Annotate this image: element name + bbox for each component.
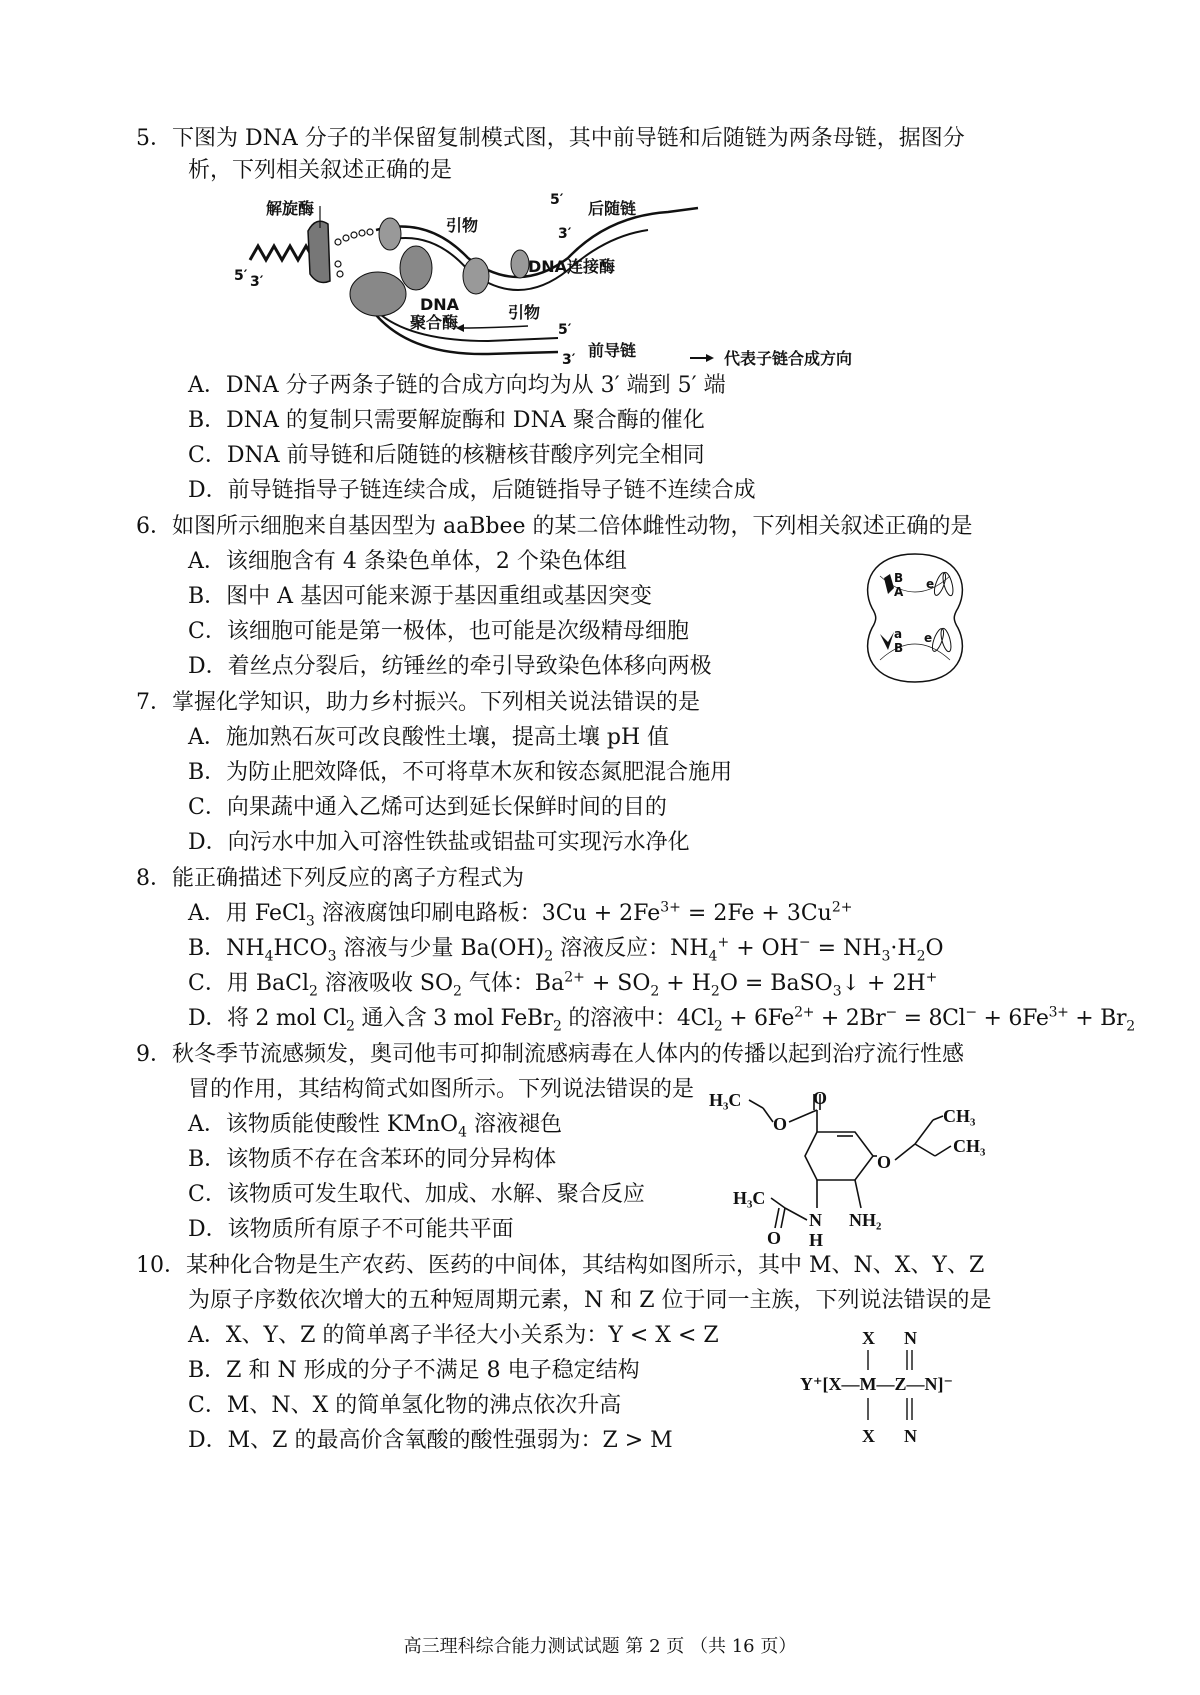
q8b-s3: 2 — [544, 948, 554, 965]
carbonyl-o-top: O — [813, 1088, 828, 1108]
q8b-s5: + — [717, 934, 730, 951]
parental-duplex — [250, 246, 314, 260]
q8b-t1: B．NH — [188, 936, 265, 961]
h3c-top: H₃C — [709, 1090, 742, 1110]
q10-option-b: B．Z 和 N 形成的分子不满足 8 电子稳定结构 — [188, 1358, 640, 1383]
q8b-s1: 4 — [264, 948, 274, 965]
n-top-label: N — [904, 1328, 917, 1348]
q8c-t6: O = BaSO — [719, 971, 833, 996]
amide-n: N — [809, 1210, 822, 1230]
n-bottom-label: N — [904, 1426, 917, 1446]
dna-replication-figure — [228, 186, 908, 371]
q5-stem-line1 — [136, 124, 965, 154]
q7-option-c: C．向果蔬中通入乙烯可达到延长保鲜时间的目的 — [188, 795, 667, 820]
label-three-left: 3′ — [250, 274, 264, 290]
q10-number: 10． — [136, 1253, 186, 1278]
q8-number: 8． — [136, 866, 172, 891]
q9-option-d: D．该物质所有原子不可能共平面 — [188, 1217, 514, 1242]
q7-option-a: A．施加熟石灰可改良酸性土壤，提高土壤 pH 值 — [188, 725, 670, 750]
q7-stem — [136, 688, 700, 718]
q9a-t2: 溶液褪色 — [466, 1112, 562, 1137]
q9-option-c: C．该物质可发生取代、加成、水解、聚合反应 — [188, 1182, 645, 1207]
q9-option-b: B．该物质不存在含苯环的同分异构体 — [188, 1147, 557, 1172]
polymerase-oval-lower — [350, 272, 406, 316]
q9a-t1: A．该物质能使酸性 KMnO — [188, 1112, 459, 1137]
label-primer-top: 引物 — [446, 216, 479, 235]
q10-option-d: D．M、Z 的最高价含氧酸的酸性强弱为：Z > M — [188, 1428, 673, 1453]
q8b-s2: 3 — [327, 948, 337, 965]
q8d-t2: 通入含 3 mol FeBr — [354, 1006, 554, 1031]
q8d-t3: 的溶液中：4Cl — [561, 1006, 714, 1031]
amide-h: H — [809, 1230, 824, 1250]
label-five-left: 5′ — [234, 268, 248, 284]
q5-stem-line2: 析，下列相关叙述正确的是 — [188, 158, 453, 183]
q8d-s2: 2 — [553, 1018, 562, 1035]
q8c-s5: 2 — [710, 983, 720, 1000]
chromosome-light-bottom — [930, 627, 946, 652]
q8c-t5: + H — [659, 971, 711, 996]
q8b-t6: = NH — [810, 936, 882, 961]
q7-stem-text: 掌握化学知识，助力乡村振兴。下列相关说法错误的是 — [172, 690, 701, 715]
label-polymerase1: DNA — [420, 295, 460, 314]
q5-option-d: D．前导链指导子链连续合成，后随链指导子链不连续合成 — [188, 478, 756, 503]
q8b-t4: 溶液反应：NH — [553, 936, 709, 961]
q6-option-b: B．图中 A 基因可能来源于基因重组或基因突变 — [188, 584, 653, 609]
label-five-bottom: 5′ — [558, 322, 572, 338]
label-lagging: 后随链 — [588, 199, 637, 218]
cell-outline — [868, 554, 963, 682]
q6-option-d: D．着丝点分裂后，纺锤丝的牵引导致染色体移向两极 — [188, 654, 712, 679]
q8-option-c — [188, 969, 937, 999]
q8c-t1: C．用 BaCl — [188, 971, 309, 996]
q8c-s1: 2 — [308, 983, 318, 1000]
enzyme-oval-mid — [463, 258, 489, 294]
label-five-top: 5′ — [550, 192, 564, 208]
amide-o: O — [767, 1228, 782, 1248]
q8-option-b — [188, 934, 944, 964]
q10-option-c: C．M、N、X 的简单氢化物的沸点依次升高 — [188, 1393, 622, 1418]
q8d-s3: 2 — [713, 1018, 723, 1035]
compound-structure — [800, 1318, 1020, 1458]
q8b-s8: 2 — [916, 948, 926, 965]
gene-A: A — [894, 585, 904, 599]
polymerase-oval-upper — [400, 246, 432, 290]
ligase-oval — [511, 250, 529, 278]
cell-division-figure — [858, 548, 973, 688]
q5-number: 5． — [136, 126, 172, 151]
label-leading: 前导链 — [588, 341, 637, 360]
q8d-s7: 3+ — [1048, 1004, 1069, 1021]
q6-stem — [136, 512, 973, 542]
oseltamivir-structure — [705, 1080, 1005, 1250]
q8d-s6: − — [965, 1004, 977, 1021]
q8a-s2: 3+ — [660, 899, 681, 916]
q8d-s8: 2 — [1126, 1018, 1135, 1035]
label-helicase: 解旋酶 — [266, 199, 315, 218]
gene-B-top: B — [894, 571, 904, 585]
q8c-t7: ↓ + 2H — [841, 971, 926, 996]
q6-option-c: C．该细胞可能是第一极体，也可能是次级精母细胞 — [188, 619, 689, 644]
h3c-bottom: H₃C — [733, 1188, 766, 1208]
q8-stem-text: 能正确描述下列反应的离子方程式为 — [172, 866, 525, 891]
q8b-t7: ·H — [890, 936, 917, 961]
amine-nh2: NH₂ — [849, 1210, 882, 1230]
q8a-t3: = 2Fe + 3Cu — [680, 901, 832, 926]
q5-stem-text1: 下图为 DNA 分子的半保留复制模式图，其中前导链和后随链为两条母链，据图分 — [172, 126, 965, 151]
q8b-t5: + OH — [729, 936, 799, 961]
q10-stem-line2: 为原子序数依次增大的五种短周期元素，N 和 Z 位于同一主族，下列说法错误的是 — [188, 1288, 992, 1313]
q8c-s7: + — [925, 969, 938, 986]
q8c-s6: 3 — [832, 983, 842, 1000]
q9-stem-line1 — [136, 1040, 964, 1070]
q5-option-c: C．DNA 前导链和后随链的核糖核苷酸序列完全相同 — [188, 443, 705, 468]
q9-stem-text1: 秋冬季节流感频发，奥司他韦可抑制流感病毒在人体内的传播以起到治疗流行性感 — [172, 1042, 965, 1067]
q8d-s1: 2 — [346, 1018, 355, 1035]
q8d-t1: D．将 2 mol Cl — [188, 1006, 347, 1031]
q8c-t2: 溶液吸收 SO — [317, 971, 454, 996]
label-polymerase2: 聚合酶 — [410, 313, 459, 332]
q6-option-a: A．该细胞含有 4 条染色单体，2 个染色体组 — [188, 549, 627, 574]
x-bottom-label: X — [862, 1426, 875, 1446]
q6-number: 6． — [136, 514, 172, 539]
q8c-t4: + SO — [584, 971, 651, 996]
q7-option-d: D．向污水中加入可溶性铁盐或铝盐可实现污水净化 — [188, 830, 690, 855]
q8-option-d — [188, 1004, 1135, 1034]
q8d-t6: = 8Cl — [896, 1006, 966, 1031]
q8b-t2: HCO — [273, 936, 328, 961]
chromosome-dark-top — [884, 574, 894, 594]
label-ligase: DNA连接酶 — [528, 257, 616, 276]
q8a-t1: A．用 FeCl — [188, 901, 306, 926]
q10-option-a: A．X、Y、Z 的简单离子半径大小关系为：Y < X < Z — [188, 1323, 719, 1348]
q9a-s1: 4 — [458, 1124, 467, 1141]
label-three-bottom: 3′ — [562, 352, 576, 368]
label-primer-bottom: 引物 — [508, 303, 541, 322]
q8d-t5: + 2Br — [814, 1006, 886, 1031]
ch3-a: CH₃ — [943, 1106, 976, 1126]
gene-e-bottom: e — [924, 631, 933, 645]
q9-stem-line2: 冒的作用，其结构简式如图所示。下列说法错误的是 — [188, 1077, 695, 1102]
q8c-s3: 2+ — [564, 969, 585, 986]
ch3-b: CH₃ — [953, 1136, 986, 1156]
legend-label: 代表子链合成方向 — [724, 349, 853, 368]
q8d-s5: − — [885, 1004, 897, 1021]
chromosome-dark-bottom — [880, 632, 894, 650]
q10-stem-text1: 某种化合物是生产农药、医药的中间体，其结构如图所示，其中 M、N、X、Y、Z — [186, 1253, 985, 1278]
q8d-t8: + Br — [1068, 1006, 1127, 1031]
q8c-s4: 2 — [650, 983, 660, 1000]
q7-option-b: B．为防止肥效降低，不可将草木灰和铵态氮肥混合施用 — [188, 760, 733, 785]
q8a-s3: 2+ — [831, 899, 853, 916]
gene-a: a — [894, 627, 903, 641]
q9-number: 9． — [136, 1042, 172, 1067]
q10-stem-line1 — [136, 1251, 984, 1281]
q8b-t3: 溶液与少量 Ba(OH) — [336, 936, 545, 961]
ether-o: O — [877, 1152, 892, 1172]
q8c-s2: 2 — [453, 983, 462, 1000]
ester-o: O — [773, 1114, 788, 1134]
label-three-top: 3′ — [558, 226, 572, 242]
q5-option-b: B．DNA 的复制只需要解旋酶和 DNA 聚合酶的催化 — [188, 408, 705, 433]
q8d-t7: + 6Fe — [976, 1006, 1049, 1031]
q8c-t3: 气体：Ba — [461, 971, 565, 996]
formula-line: Y⁺[X—M—Z—N]⁻ — [800, 1374, 953, 1394]
gene-B-bottom: B — [894, 641, 904, 655]
q5-option-a: A．DNA 分子两条子链的合成方向均为从 3′ 端到 5′ 端 — [188, 373, 726, 398]
primase-oval — [379, 218, 401, 250]
helicase-shape — [308, 221, 330, 282]
gene-e-top: e — [926, 577, 935, 591]
q8-stem — [136, 864, 524, 894]
ssb-proteins — [335, 229, 373, 277]
q9-option-a — [188, 1110, 562, 1140]
q8d-t4: + 6Fe — [722, 1006, 795, 1031]
q8-option-a — [188, 899, 852, 929]
q8b-s6: − — [798, 934, 811, 951]
q8b-s7: 3 — [881, 948, 891, 965]
q8a-t2: 溶液腐蚀印刷电路板：3Cu + 2Fe — [314, 901, 661, 926]
page-footer: 高三理科综合能力测试试题 第 2 页 （共 16 页） — [403, 1636, 797, 1657]
q8b-t8: O — [925, 936, 944, 961]
q7-number: 7． — [136, 690, 172, 715]
q8d-s4: 2+ — [794, 1004, 815, 1021]
x-top-label: X — [862, 1328, 875, 1348]
q8a-s1: 3 — [305, 913, 315, 930]
q6-stem-text: 如图所示细胞来自基因型为 aaBbee 的某二倍体雌性动物，下列相关叙述正确的是 — [172, 514, 973, 539]
q8b-s4: 4 — [708, 948, 718, 965]
